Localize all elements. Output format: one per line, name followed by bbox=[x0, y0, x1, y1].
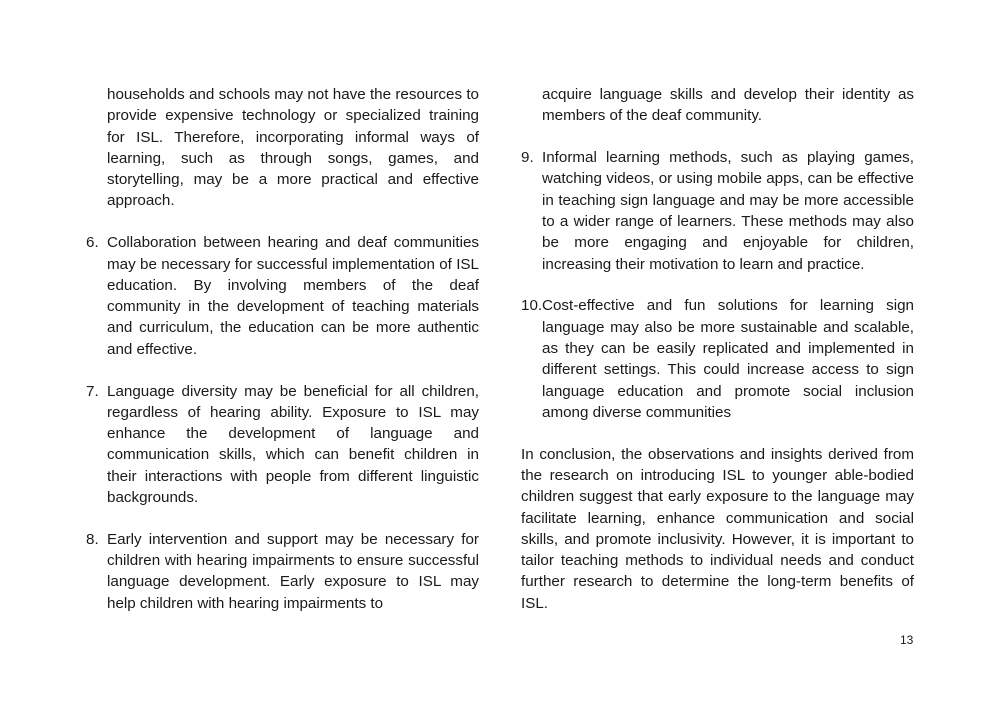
left-column bbox=[86, 84, 479, 635]
continuation-text: acquire language skills and develop their identity as members of the deaf community. bbox=[542, 86, 914, 125]
list-item-number: 9. bbox=[521, 149, 534, 167]
list-item-text: Cost-effective and fun solutions for learning sign language may also be more sustainable and scalable, as they can be easily replicated and implemented in different settings. This could increase access to sign language education and promote social inclusion among diverse communities bbox=[542, 297, 914, 421]
list-item-text: Collaboration between hearing and deaf communities may be necessary for successful implementation of ISL education. By involving members of the deaf community in the development of teaching materials and curriculum, the education can be more authentic and effective. bbox=[107, 234, 479, 358]
list-item-10 bbox=[521, 295, 914, 423]
list-item-number: 10. bbox=[521, 297, 543, 315]
continuation-text: households and schools may not have the resources to provide expensive technology or specialized training for ISL. Therefore, incorporating informal ways of learning, such as through songs, games, and storytelling, may be a more practical and effective approach. bbox=[107, 86, 479, 210]
list-item-6 bbox=[86, 232, 479, 360]
list-item-number: 8. bbox=[86, 530, 99, 548]
list-item-text: Informal learning methods, such as playing games, watching videos, or using mobile apps, can be effective in teaching sign language and may be more accessible to a wider range of learners. These methods may also be more engaging and enjoyable for children, increasing their motivation to learn and practice. bbox=[542, 149, 914, 273]
list-item-text: Language diversity may be beneficial for all children, regardless of hearing ability. Exposure to ISL may enhance the development of language and communication skills, which can benefit children in their interactions with people from different linguistic backgrounds. bbox=[107, 382, 479, 507]
conclusion-paragraph bbox=[521, 444, 914, 614]
list-item-text: Early intervention and support may be necessary for children with hearing impairments to ensure successful language development. Early exposure to ISL may help children with hearing impairments to bbox=[107, 530, 479, 612]
list-item-8 bbox=[86, 529, 479, 614]
list-item-number: 7. bbox=[86, 382, 99, 400]
continuation-paragraph bbox=[86, 84, 479, 212]
page-number: 13 bbox=[900, 633, 914, 647]
list-item-number: 6. bbox=[86, 234, 99, 252]
continuation-paragraph bbox=[521, 84, 914, 127]
list-item-7 bbox=[86, 381, 479, 509]
right-column bbox=[521, 84, 914, 635]
list-item-9 bbox=[521, 147, 914, 275]
conclusion-text: In conclusion, the observations and insights derived from the research on introducing ISL to younger able-bodied children suggest that early exposure to the language may facilitate learning, enhance communication and social skills, and promote inclusivity. However, it is important to tailor teaching methods to individual needs and conduct further research to determine the long-term benefits of ISL. bbox=[521, 445, 914, 612]
